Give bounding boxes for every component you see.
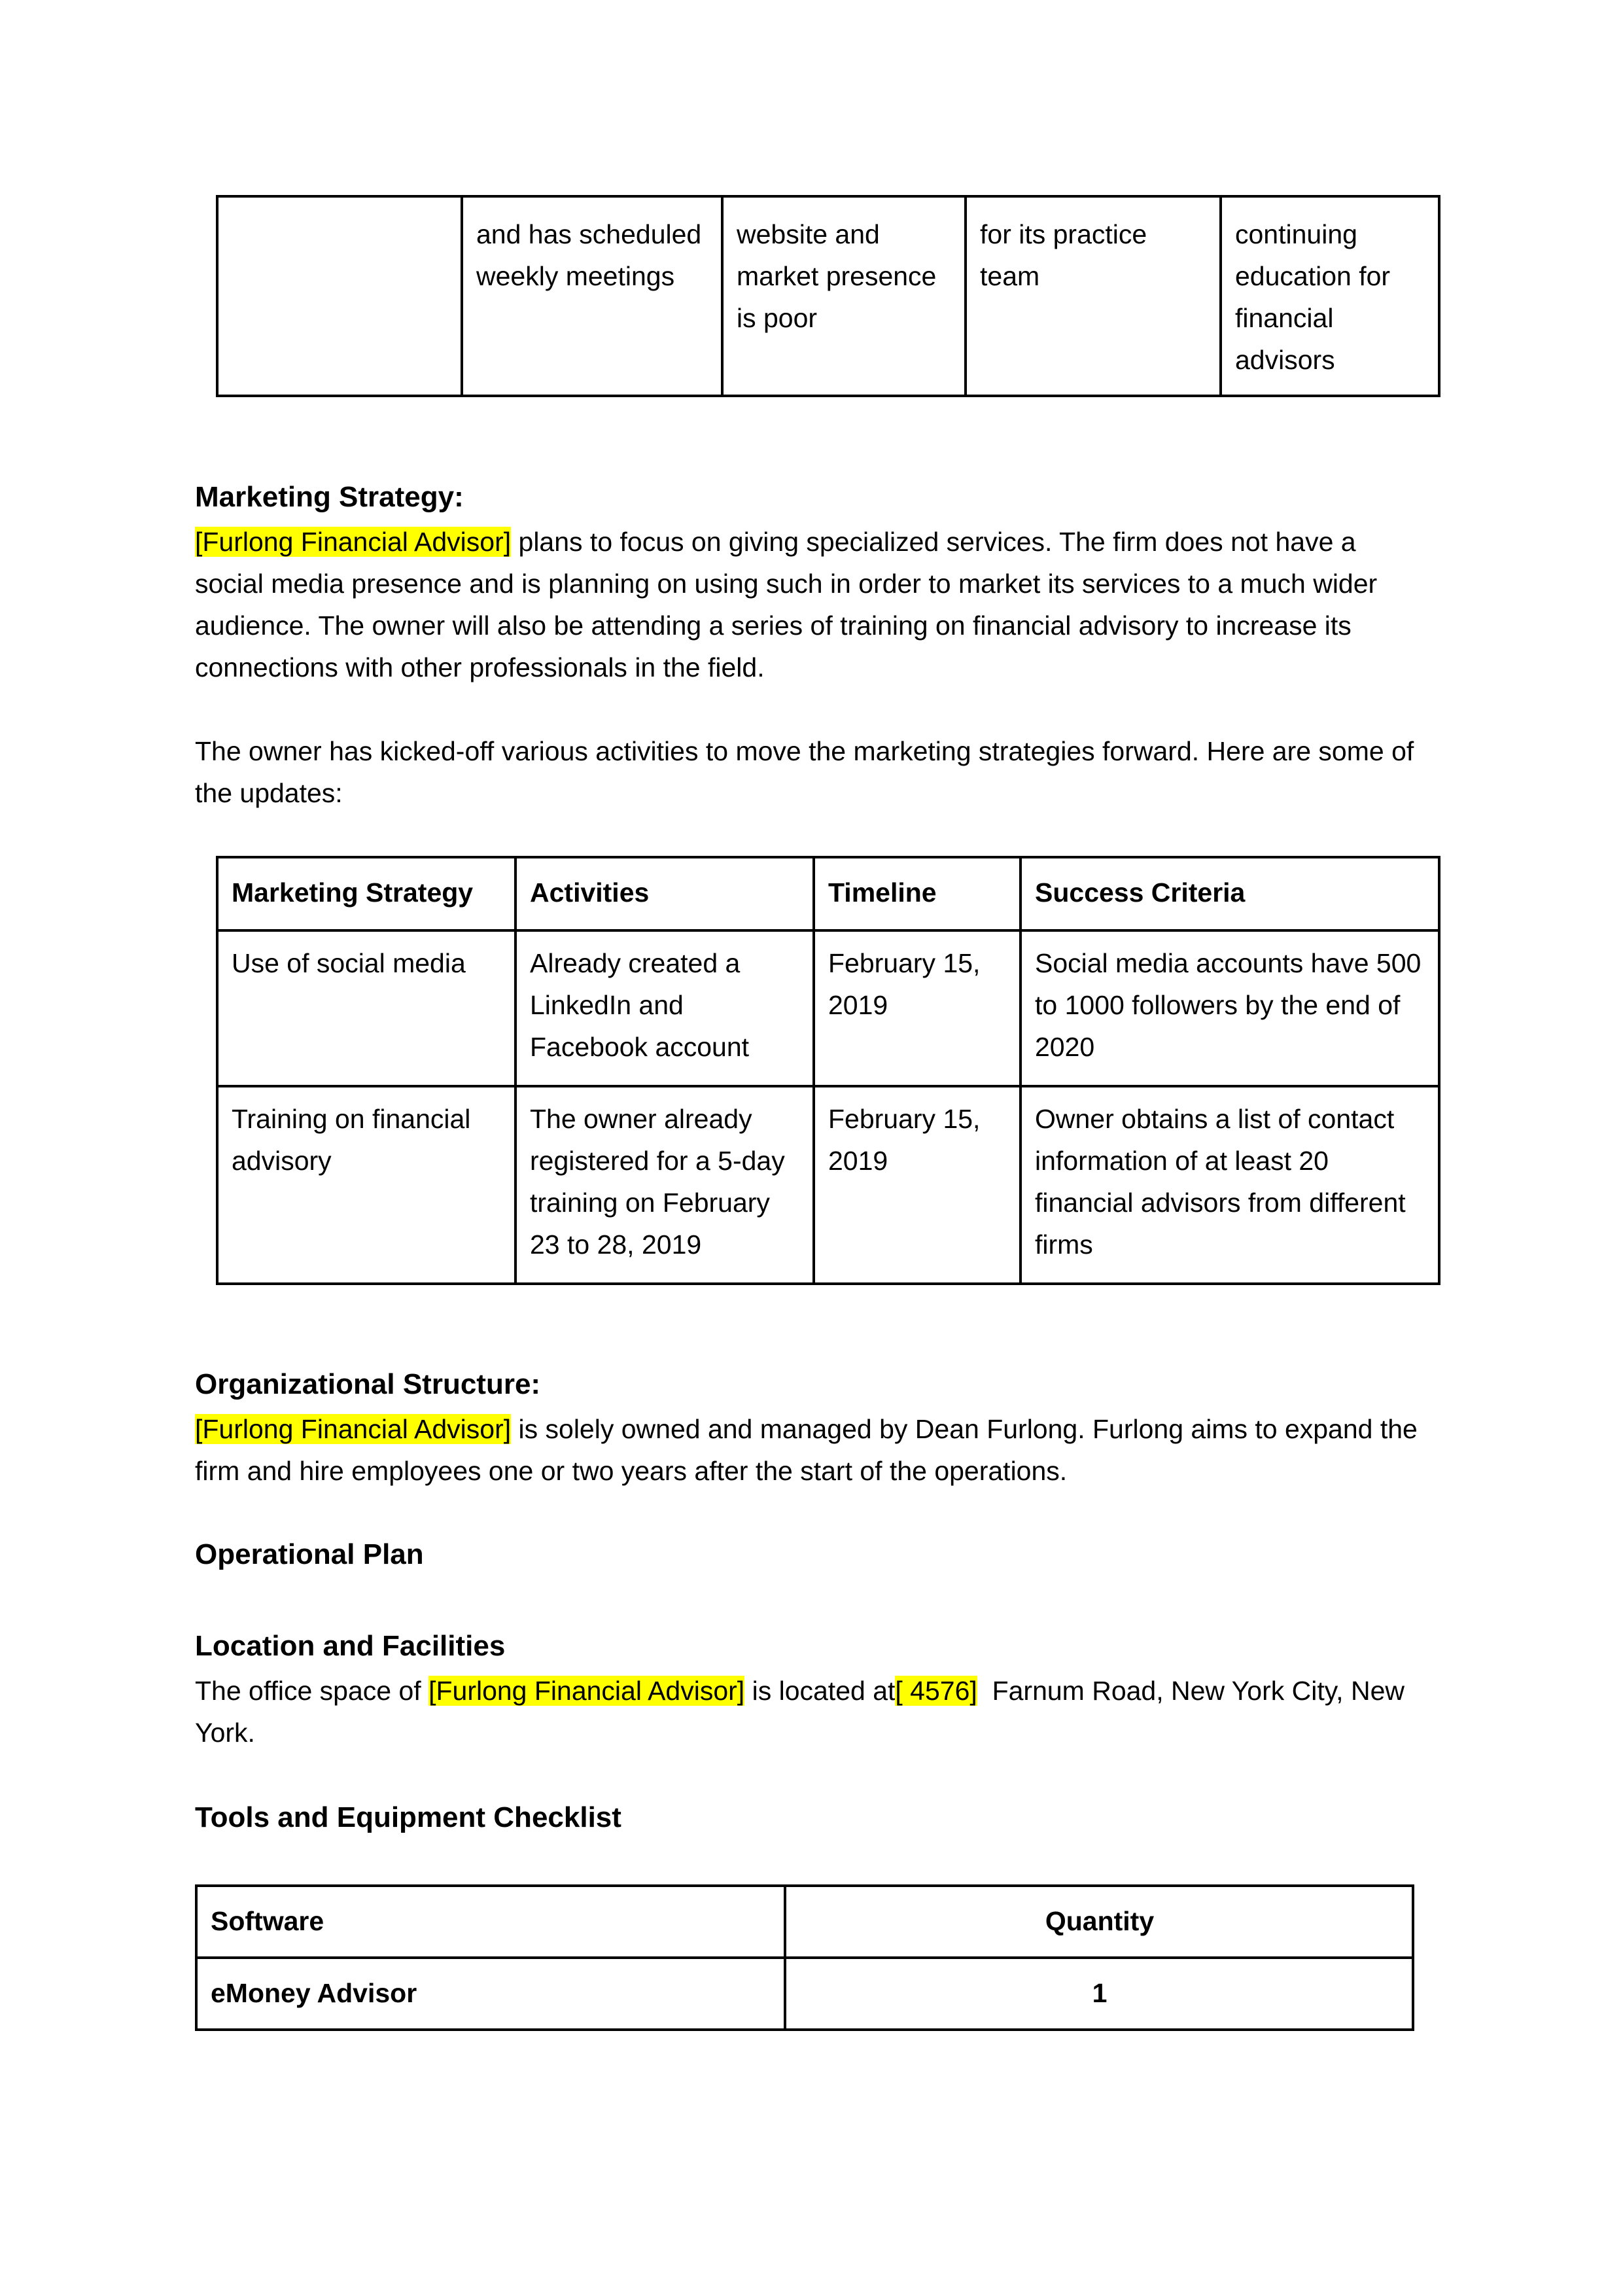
table-row [217,930,1439,1086]
table-header-row [196,1886,1413,1958]
column-header: Software [196,1886,785,1958]
marketing-strategy-table [216,856,1440,1285]
table-cell: 1 [785,1958,1413,2030]
table-cell: eMoney Advisor [196,1958,785,2030]
org-structure-heading: Organizational Structure: [195,1368,541,1400]
marketing-paragraph [195,521,1425,688]
location-text-post: Farnum Road, New York City, New York. [195,1676,1412,1748]
firm-name-highlight: [Furlong Financial Advisor] [195,1414,512,1444]
table-row [217,196,1439,396]
column-header: Timeline [814,857,1021,930]
org-structure-paragraph [195,1408,1425,1492]
table-row [217,1086,1439,1284]
table-cell: February 15, 2019 [814,1086,1021,1284]
marketing-updates-paragraph: The owner has kicked-off various activities to move the marketing strategies forward. Here are some of the updates: [195,736,1414,808]
org-structure-text: is solely owned and managed by Dean Furlong. Furlong aims to expand the firm and hire employees one or two years after the start of the operations. [195,1414,1418,1486]
table-header-row [217,857,1439,930]
location-heading: Location and Facilities [195,1630,506,1662]
table-cell: website and market presence is poor [722,196,966,396]
table-row [196,1958,1413,2030]
location-paragraph [195,1670,1425,1754]
table-cell: for its practice team [966,196,1221,396]
table-cell: The owner already registered for a 5-day training on February 23 to 28, 2019 [515,1086,814,1284]
table-cell: continuing education for financial advisors [1221,196,1439,396]
tools-table [195,1884,1414,2031]
location-text-mid: is located at [744,1676,896,1706]
table-cell: February 15, 2019 [814,930,1021,1086]
column-header: Quantity [785,1886,1413,1958]
column-header: Activities [515,857,814,930]
table-cell [217,196,462,396]
table-cell: Owner obtains a list of contact information of at least 20 financial advisors from different firms [1021,1086,1439,1284]
marketing-paragraph-text: plans to focus on giving specialized services. The firm does not have a social media presence and is planning on using such in order to market its services to a much wider audience. The owner will also be attending a series of training on financial advisory to increase its connections with other professionals in the field. [195,527,1378,682]
table-cell: Already created a LinkedIn and Facebook account [515,930,814,1086]
column-header: Success Criteria [1021,857,1439,930]
table-cell: and has scheduled weekly meetings [462,196,722,396]
firm-name-highlight: [Furlong Financial Advisor] [428,1676,745,1706]
tools-heading: Tools and Equipment Checklist [195,1801,621,1833]
address-number-highlight: [ 4576] [895,1676,977,1706]
table-cell: Social media accounts have 500 to 1000 followers by the end of 2020 [1021,930,1439,1086]
firm-name-highlight: [Furlong Financial Advisor] [195,527,512,557]
operational-plan-heading: Operational Plan [195,1538,424,1570]
location-text-pre: The office space of [195,1676,429,1706]
marketing-heading: Marketing Strategy: [195,481,464,513]
table-cell: Use of social media [217,930,515,1086]
column-header: Marketing Strategy [217,857,515,930]
table-cell: Training on financial advisory [217,1086,515,1284]
continued-table [216,195,1440,397]
